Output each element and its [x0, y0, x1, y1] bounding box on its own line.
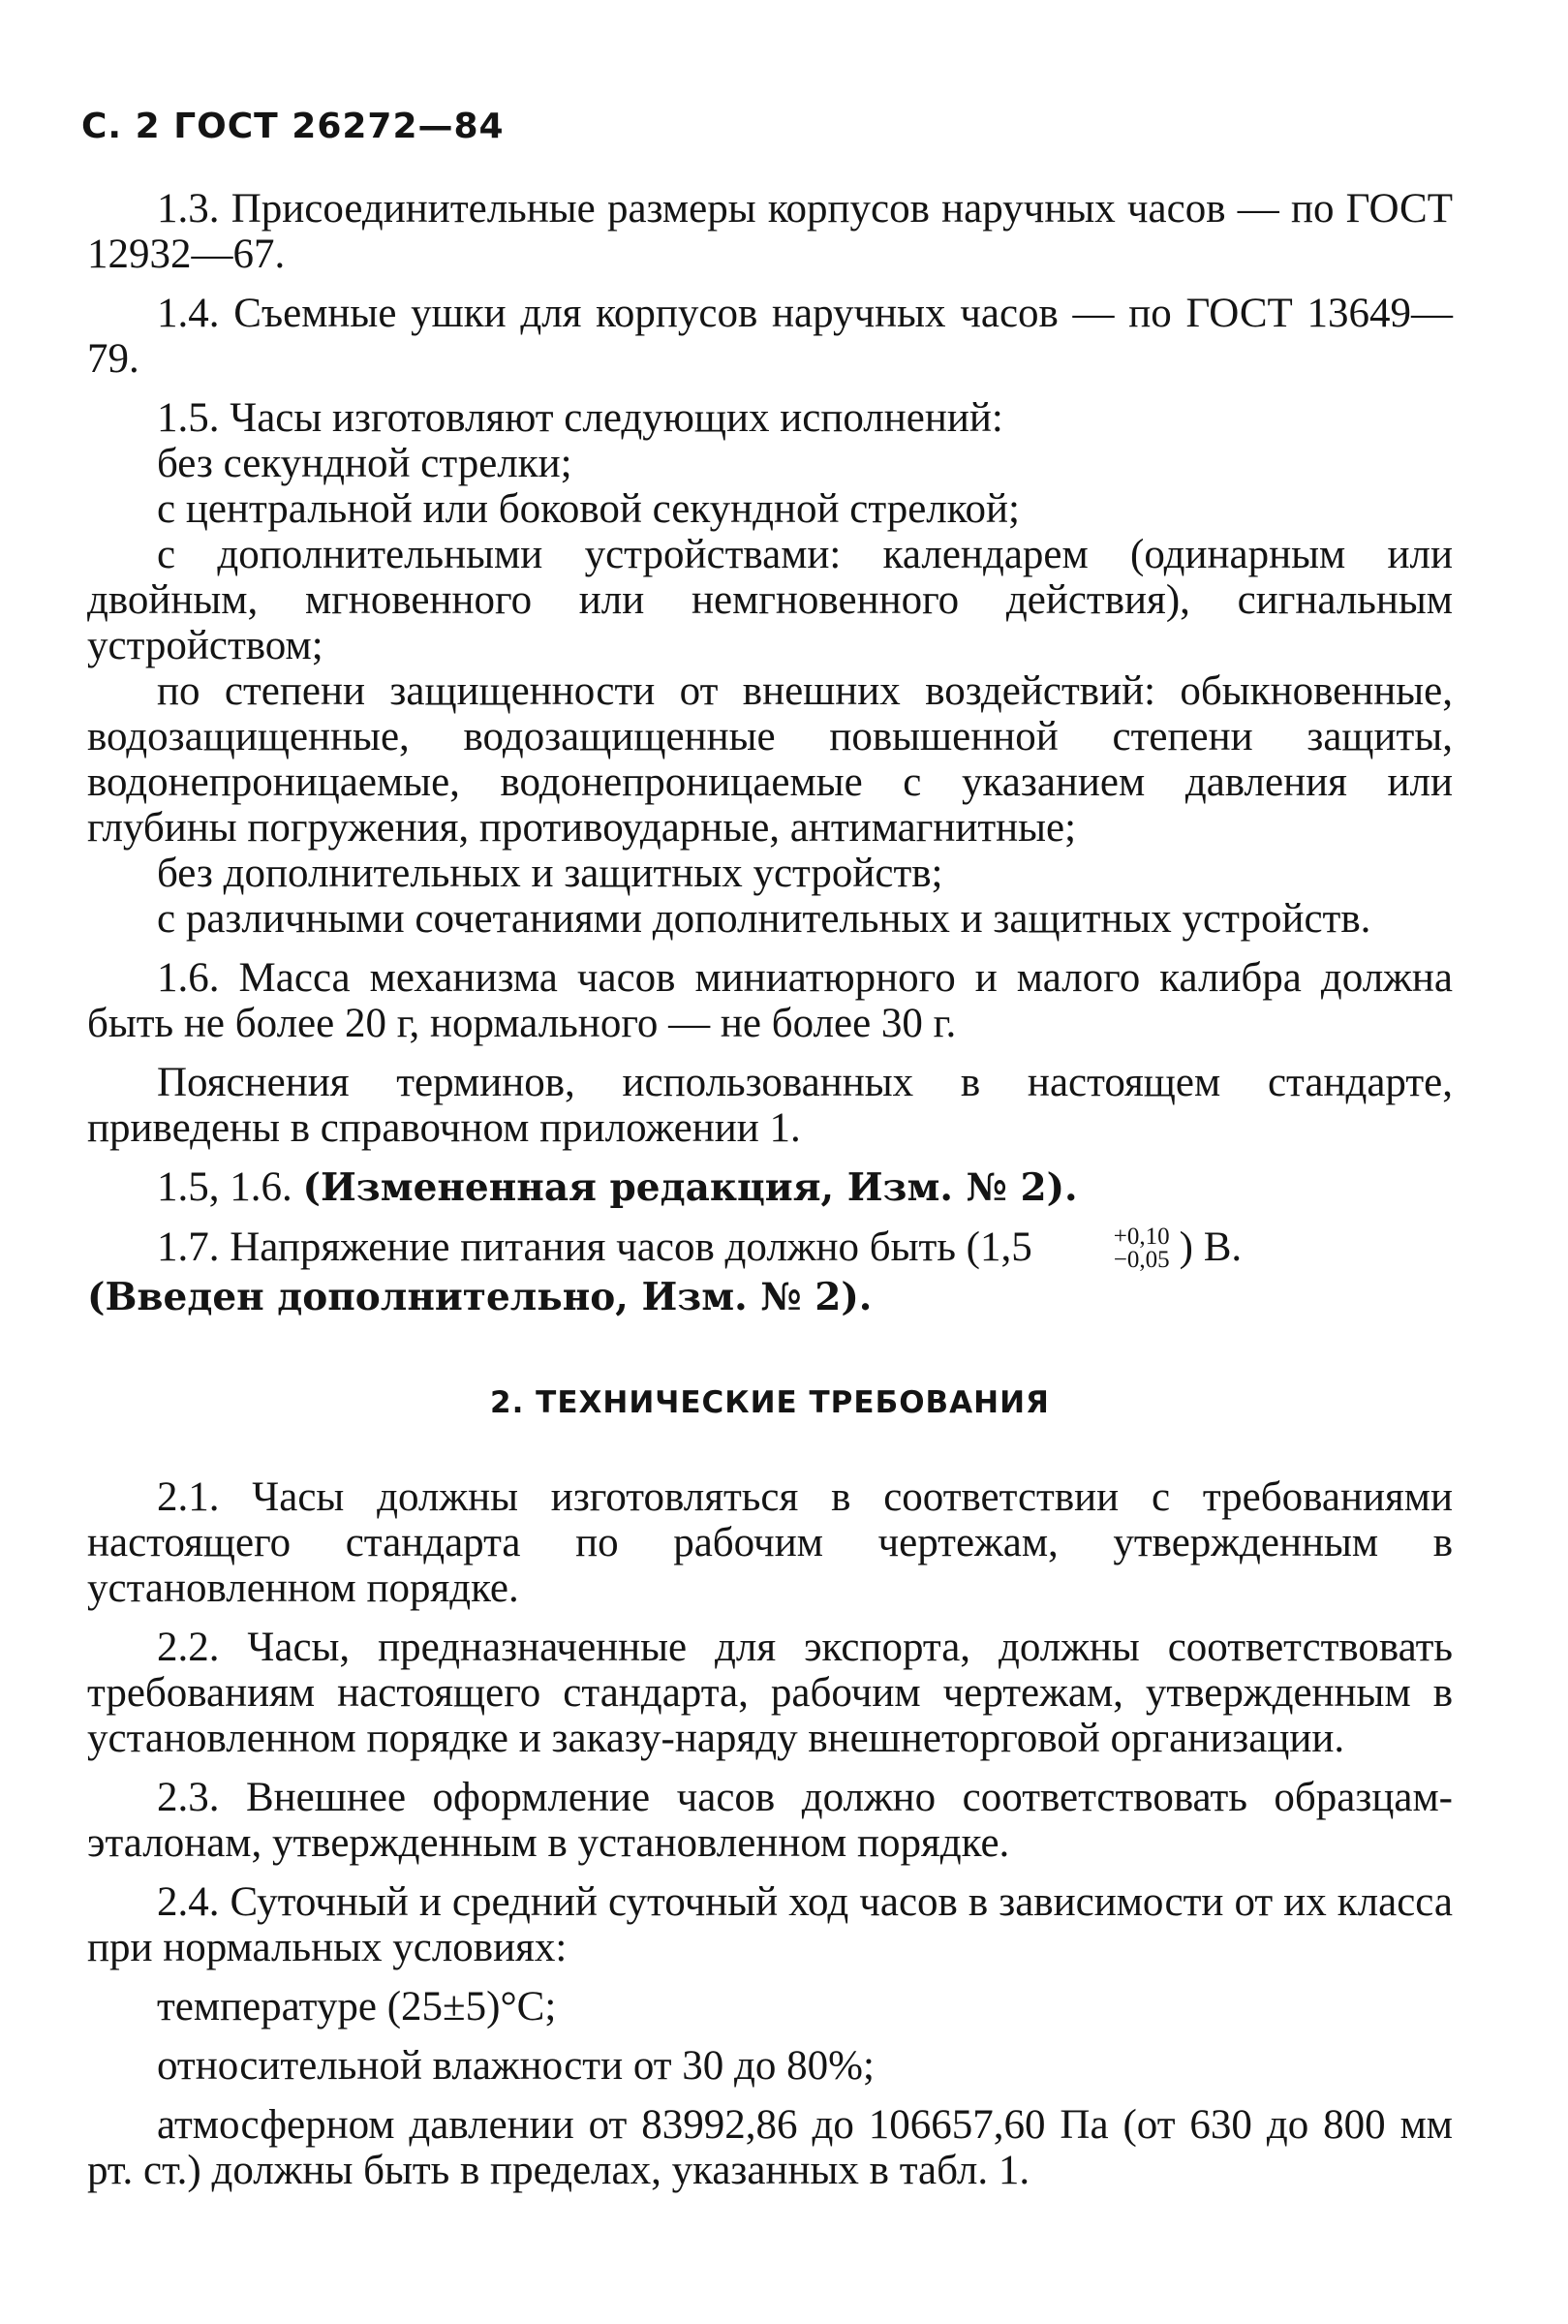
clause-1-5: 1.5. Часы изготовляют следующих исполнений:	[157, 395, 1003, 441]
clause-1-5-item-b: с центральной или боковой секундной стрелкой;	[157, 486, 1020, 532]
clause-1-7-text: 1.7. Напряжение питания часов должно быть (1,5	[157, 1224, 1032, 1270]
clause-1-4: 1.4. Съемные ушки для корпусов наручных часов — по ГОСТ 13649—79.	[87, 291, 1453, 382]
section-title: 2. ТЕХНИЧЕСКИЕ ТРЕБОВАНИЯ	[490, 1385, 1050, 1421]
clause-2-3: 2.3. Внешнее оформление часов должно соответствовать образцам-эталонам, утвержденным в установленном порядке.	[87, 1775, 1453, 1867]
document-body	[87, 186, 1453, 2207]
clause-1-5-item-f: с различными сочетаниями дополнительных и защитных устройств.	[157, 896, 1371, 942]
clause-1-6-note: Пояснения терминов, использованных в настоящем стандарте, приведены в справочном приложении 1.	[87, 1060, 1453, 1151]
clause-1-7-unit: ) В.	[1179, 1224, 1243, 1270]
change-note-1-5-1-6	[87, 1164, 1453, 1211]
clause-1-7	[87, 1224, 1453, 1274]
clause-1-5-item-a: без секундной стрелки;	[157, 441, 572, 486]
page-header: С. 2 ГОСТ 26272—84	[81, 107, 505, 146]
clause-2-2: 2.2. Часы, предназначенные для экспорта, должны соответствовать требованиям настоящего стандарта, рабочим чертежам, утвержденным в установленном порядке и заказу-наряду внешнеторговой организации.	[87, 1625, 1453, 1762]
clause-2-4-pressure: атмосферном давлении от 83992,86 до 106657,60 Па (от 630 до 800 мм рт. ст.) должны быть в пределах, указанных в табл. 1.	[87, 2102, 1453, 2194]
clause-2-4-humidity: относительной влажности от 30 до 80%;	[157, 2043, 875, 2090]
tolerance-upper: +0,10	[1113, 1224, 1170, 1251]
change-note-text: (Измененная редакция, Изм. № 2).	[302, 1165, 1078, 1210]
clause-1-5-item-e: без дополнительных и защитных устройств;	[157, 851, 943, 896]
clause-1-3: 1.3. Присоединительные размеры корпусов наручных часов — по ГОСТ 12932—67.	[87, 186, 1453, 277]
clause-1-6: 1.6. Масса механизма часов миниатюрного и малого калибра должна быть не более 20 г, нормального — не более 30 г.	[87, 955, 1453, 1046]
clause-2-4: 2.4. Суточный и средний суточный ход часов в зависимости от их класса при нормальных условиях:	[87, 1879, 1453, 1971]
tolerance-lower: −0,05	[1113, 1247, 1170, 1274]
clause-1-7-note	[87, 1274, 1453, 1320]
clause-1-5-item-d: по степени защищенности от внешних воздействий: обыкновенные, водозащищенные, водозащищенные повышенной степени защиты, водонепроницаемые, водонепроницаемые с указанием давления или глубины погружения, противоударные, антимагнитные;	[87, 668, 1453, 851]
clause-1-5-item-c: с дополнительными устройствами: календарем (одинарным или двойным, мгновенного или немгновенного действия), сигнальным устройством;	[87, 532, 1453, 668]
change-note-numbers: 1.5, 1.6.	[157, 1164, 292, 1210]
clause-2-1: 2.1. Часы должны изготовляться в соответствии с требованиями настоящего стандарта по рабочим чертежам, утвержденным в установленном порядке.	[87, 1474, 1453, 1612]
clause-2-4-temperature: температуре (25±5)°С;	[157, 1984, 557, 2030]
voltage-tolerance	[1044, 1225, 1170, 1272]
introduced-note: (Введен дополнительно, Изм. № 2).	[87, 1275, 873, 1320]
